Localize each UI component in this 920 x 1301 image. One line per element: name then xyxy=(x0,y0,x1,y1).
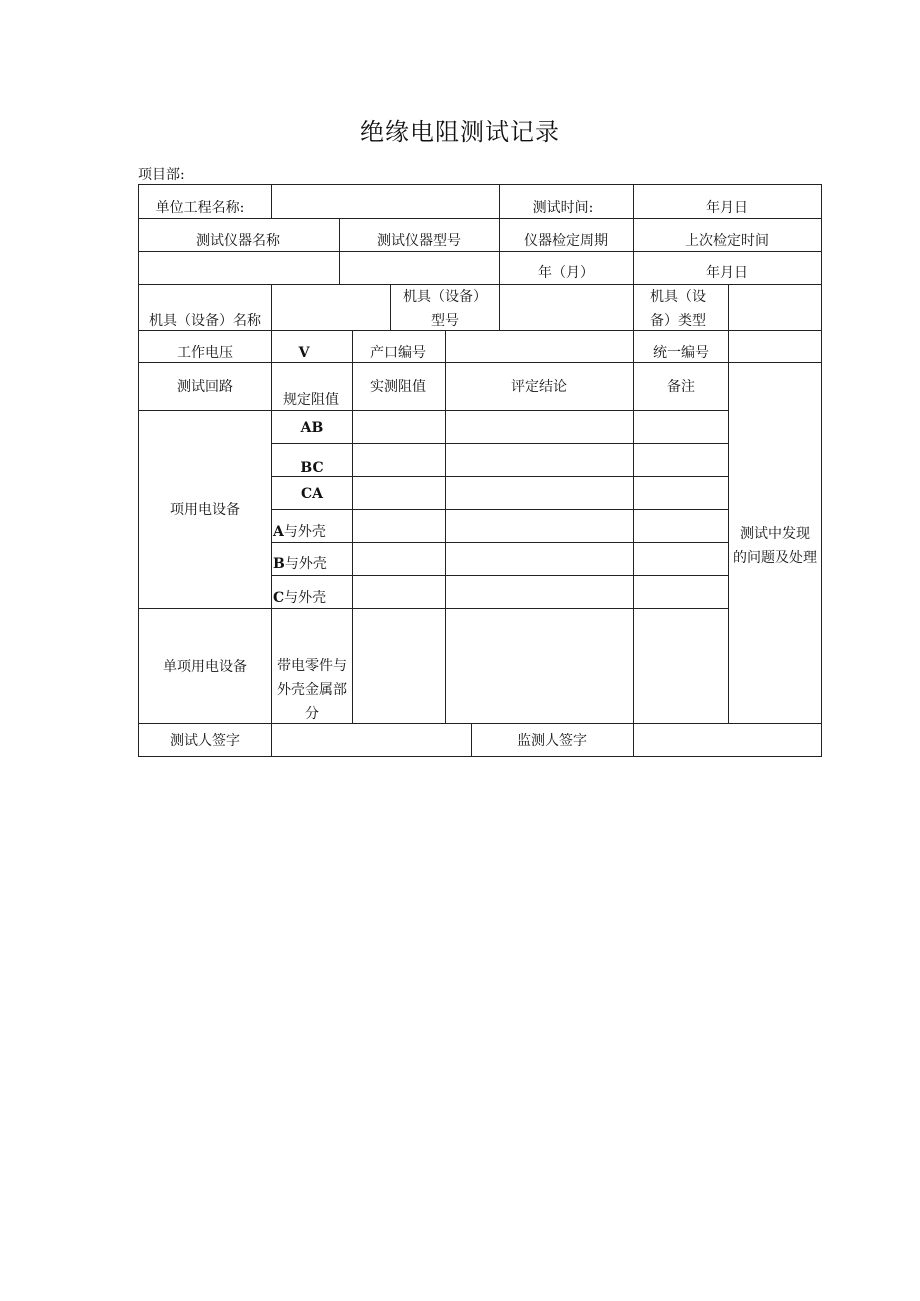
equipment-model-label-line1: 机具（设备） xyxy=(403,289,487,305)
shell-text-a: 与外壳 xyxy=(283,524,326,540)
circuit-a-shell xyxy=(273,523,326,541)
test-time-value[interactable]: 年月日 xyxy=(706,200,748,216)
problems-label-line1: 测试中发现 xyxy=(740,526,810,542)
instrument-model-header: 测试仪器型号 xyxy=(377,233,461,249)
phase-a: A xyxy=(273,524,284,540)
unified-number-label: 统一编号 xyxy=(653,345,709,361)
document-title: 绝缘电阻测试记录 xyxy=(360,118,560,146)
shell-text-b: 与外壳 xyxy=(284,556,327,572)
test-time-label: 测试时间: xyxy=(532,200,594,216)
circuit-ab: AB xyxy=(300,420,324,436)
equipment-type-label-line1: 机具（设 xyxy=(650,289,706,305)
serial-number-label: 产口编号 xyxy=(370,345,426,361)
live-parts-line2: 外壳金属部 xyxy=(277,682,347,698)
equipment-type-label-line2: 备）类型 xyxy=(650,313,706,329)
problems-label-line2: 的问题及处理 xyxy=(733,550,817,566)
supervisor-signature-label: 监测人签字 xyxy=(517,733,587,749)
unit-name-label: 单位工程名称: xyxy=(155,200,245,216)
calibration-period-value[interactable]: 年（月） xyxy=(538,265,594,281)
circuit-ca: CA xyxy=(300,486,324,502)
specified-resistance-header: 规定阻值 xyxy=(283,392,339,408)
equipment-name-label: 机具（设备）名称 xyxy=(149,313,261,329)
calibration-period-header: 仪器检定周期 xyxy=(524,233,608,249)
circuit-b-shell xyxy=(273,555,327,573)
equipment-model-label-line2: 型号 xyxy=(431,313,459,329)
live-parts-line3: 分 xyxy=(305,706,319,722)
circuit-bc: BC xyxy=(300,460,324,476)
conclusion-header: 评定结论 xyxy=(511,379,567,395)
multi-phase-equipment-label: 项用电设备 xyxy=(170,502,240,518)
working-voltage-label: 工作电压 xyxy=(177,345,233,361)
last-calibration-value[interactable]: 年月日 xyxy=(706,265,748,281)
tester-signature-label: 测试人签字 xyxy=(170,733,240,749)
last-calibration-header: 上次检定时间 xyxy=(685,233,769,249)
test-circuit-header: 测试回路 xyxy=(177,379,233,395)
measured-resistance-header: 实测阻值 xyxy=(370,379,426,395)
instrument-name-header: 测试仪器名称 xyxy=(196,233,280,249)
phase-b: B xyxy=(273,556,285,572)
shell-text-c: 与外壳 xyxy=(284,590,327,606)
single-phase-equipment-label: 单项用电设备 xyxy=(163,659,247,675)
project-label: 项目部: xyxy=(138,167,185,183)
phase-c: C xyxy=(273,590,285,606)
live-parts-line1: 带电零件与 xyxy=(277,658,347,674)
voltage-unit: V xyxy=(298,345,310,361)
remarks-header: 备注 xyxy=(667,379,695,395)
circuit-c-shell xyxy=(273,589,326,607)
